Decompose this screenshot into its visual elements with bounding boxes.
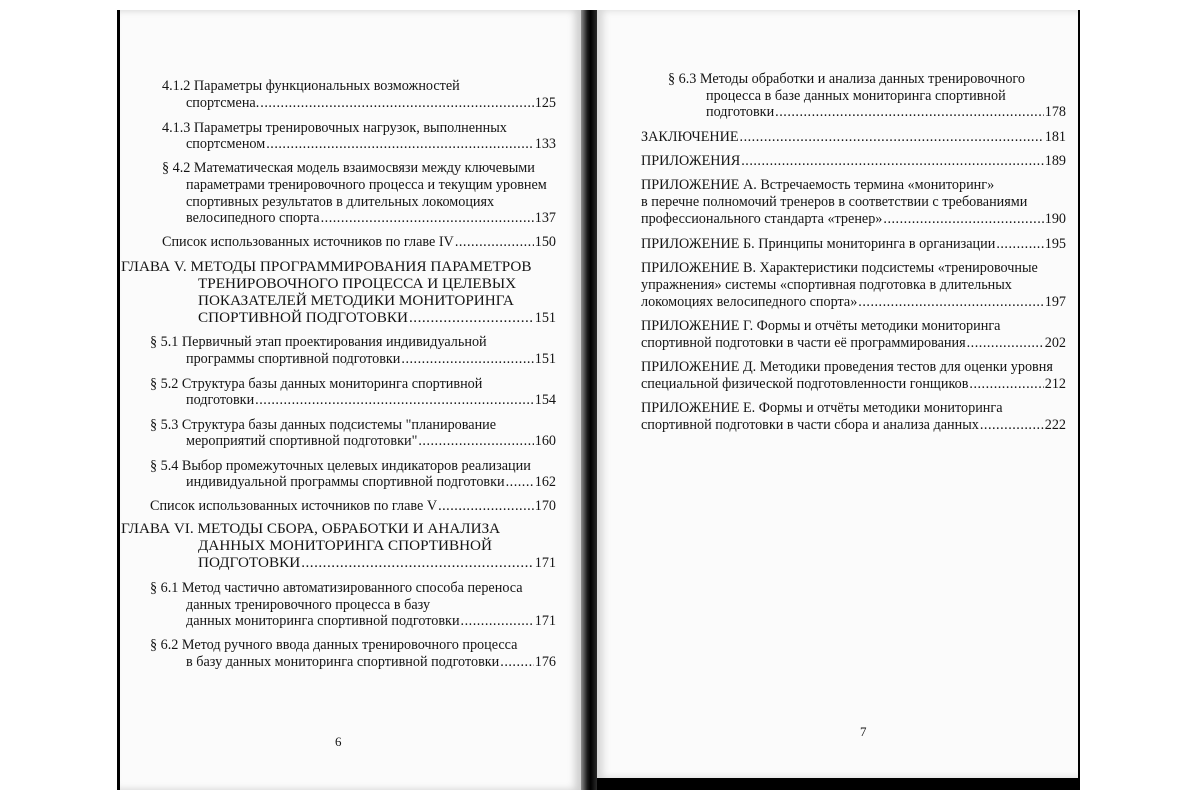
toc-leader (740, 129, 1044, 146)
toc-page-number: 197 (1044, 294, 1066, 310)
toc-chapter-title: ПОДГОТОВКИ (198, 554, 301, 571)
toc-entry-text: спортивной подготовки в части её программирования (641, 335, 966, 351)
toc-entry-text: спортивной подготовки в части сбора и анализа данных (641, 417, 979, 433)
page-number: 6 (335, 734, 342, 749)
toc-entry-lastline (641, 417, 1066, 434)
toc-entry-text: 4.1.3 Параметры тренировочных нагрузок, выполненных (162, 120, 507, 136)
toc-entry-lastline (641, 211, 1066, 228)
toc-entry-text: 4.1.2 Параметры функциональных возможностей (162, 78, 460, 94)
toc-entry-text: в базу данных мониторинга спортивной подготовки (186, 654, 500, 670)
toc-entry-text: индивидуальной программы спортивной подготовки (186, 474, 505, 490)
toc-entry-text: § 5.2 Структура базы данных мониторинга спортивной (150, 376, 483, 392)
toc-page-number: 162 (534, 474, 556, 490)
toc-entry-text: подготовки (706, 104, 775, 120)
toc-leader (775, 104, 1044, 121)
toc-entry-lastline (641, 129, 1066, 146)
toc-page-number: 151 (534, 351, 556, 367)
toc-entry-text: спортсменом (186, 136, 266, 152)
toc-entry-lastline (641, 153, 1066, 170)
toc-entry-text: ПРИЛОЖЕНИЕ А. Встречаемость термина «мониторинг» (641, 177, 995, 193)
toc-chapter-title: ГЛАВА VI. МЕТОДЫ СБОРА, ОБРАБОТКИ И АНАЛИЗА (121, 520, 501, 537)
toc-leader (741, 153, 1043, 170)
page-number: 7 (860, 724, 867, 739)
toc-entry-text: спортивных результатов в длительных локомоциях (186, 194, 495, 210)
toc-page-number: 181 (1044, 129, 1066, 145)
toc-entry-text: локомоциях велосипедного спорта» (641, 294, 858, 310)
toc-page-number: 133 (534, 136, 556, 152)
toc-page-number: 212 (1044, 376, 1066, 392)
toc-entry-text: ПРИЛОЖЕНИЕ Г. Формы и отчёты методики мониторинга (641, 318, 1001, 334)
toc-page-number: 125 (534, 95, 556, 111)
toc-entry-text: велосипедного спорта (186, 210, 320, 226)
toc-entry-text: программы спортивной подготовки (186, 351, 401, 367)
toc-page-number: 151 (534, 310, 556, 326)
toc-page-number: 202 (1044, 335, 1066, 351)
toc-entry-text: § 4.2 Математическая модель взаимосвязи между ключевыми (162, 160, 535, 176)
toc-page-number: 190 (1044, 211, 1066, 227)
toc-leader (969, 376, 1043, 393)
toc-chapter-title: ТРЕНИРОВОЧНОГО ПРОЦЕССА И ЦЕЛЕВЫХ (198, 275, 517, 292)
toc-entry-text: мероприятий спортивной подготовки" (186, 433, 418, 449)
toc-entry-text: специальной физической подготовленности гонщиков (641, 376, 969, 392)
toc-entry-text: ПРИЛОЖЕНИЯ (641, 153, 741, 169)
toc-page-number: 189 (1044, 153, 1066, 169)
toc-entry-text: данных тренировочного процесса в базу (186, 597, 431, 613)
toc-entry-text: в перечне полномочий тренеров в соответствии с требованиями (641, 194, 1028, 210)
toc-page-number: 160 (534, 433, 556, 449)
toc-chapter-title: ПОКАЗАТЕЛЕЙ МЕТОДИКИ МОНИТОРИНГА (198, 292, 514, 309)
toc-entry-text: подготовки (186, 392, 255, 408)
toc-page-number: 150 (534, 234, 556, 250)
toc-entry-text: § 6.2 Метод ручного ввода данных тренировочного процесса (150, 637, 518, 653)
toc-leader (996, 236, 1043, 253)
toc-page-number: 171 (534, 555, 556, 571)
toc-leader (858, 294, 1043, 311)
toc-entry-text: § 5.1 Первичный этап проектирования индивидуальной (150, 334, 487, 350)
toc-page-number: 178 (1044, 104, 1066, 120)
toc-entry-text: § 5.4 Выбор промежуточных целевых индикаторов реализации (150, 458, 531, 474)
toc-entry-text: Список использованных источников по главе IV (162, 234, 454, 250)
toc-leader (967, 335, 1044, 352)
toc-entry-lastline (641, 335, 1066, 352)
toc-page-number: 222 (1044, 417, 1066, 433)
toc-entry-lastline (706, 104, 1066, 121)
toc-entry-text: параметрами тренировочного процесса и текущим уровнем (186, 177, 547, 193)
toc-entry-text: ПРИЛОЖЕНИЕ Д. Методики проведения тестов для оценки уровня (641, 359, 1053, 375)
toc-page-number: 171 (534, 613, 556, 629)
toc-leader (980, 417, 1044, 434)
toc-entry-text: ПРИЛОЖЕНИЕ Е. Формы и отчёты методики мониторинга (641, 400, 1003, 416)
toc-page-number: 137 (534, 210, 556, 226)
toc-chapter-title: ДАННЫХ МОНИТОРИНГА СПОРТИВНОЙ (198, 537, 492, 554)
toc-entry-text: ПРИЛОЖЕНИЕ Б. Принципы мониторинга в организации (641, 236, 996, 252)
toc-leader (883, 211, 1043, 228)
toc-page-number: 176 (534, 654, 556, 670)
toc-entry-text: профессионального стандарта «тренер» (641, 211, 883, 227)
toc-entry-text: данных мониторинга спортивной подготовки (186, 613, 460, 629)
toc-page-number: 154 (534, 392, 556, 408)
toc-chapter-title: СПОРТИВНОЙ ПОДГОТОВКИ (198, 309, 408, 326)
toc-entry-lastline (641, 376, 1066, 393)
toc-entry-text: § 6.1 Метод частично автоматизированного способа переноса (150, 580, 523, 596)
toc-page-number: 170 (534, 498, 556, 514)
toc-entry-lastline (641, 236, 1066, 253)
toc-entry-lastline (641, 294, 1066, 311)
toc-entry-text: Список использованных источников по главе V (150, 498, 438, 514)
toc-chapter-title: ГЛАВА V. МЕТОДЫ ПРОГРАММИРОВАНИЯ ПАРАМЕТРОВ (121, 258, 532, 275)
toc-entry-text: упражнения» системы «спортивная подготовка в длительных (641, 277, 1012, 293)
toc-entry-text: процесса в базе данных мониторинга спортивной (706, 88, 1006, 104)
toc-entry-text: ЗАКЛЮЧЕНИЕ (641, 129, 739, 145)
toc-page-number: 195 (1044, 236, 1066, 252)
toc-entry-text: ПРИЛОЖЕНИЕ В. Характеристики подсистемы «тренировочные (641, 260, 1038, 276)
toc-entry-text: § 6.3 Методы обработки и анализа данных тренировочного (668, 71, 1025, 87)
toc-entry-text: § 5.3 Структура базы данных подсистемы "планирование (150, 417, 497, 433)
toc-entry-text: спортсмена. (186, 95, 260, 111)
